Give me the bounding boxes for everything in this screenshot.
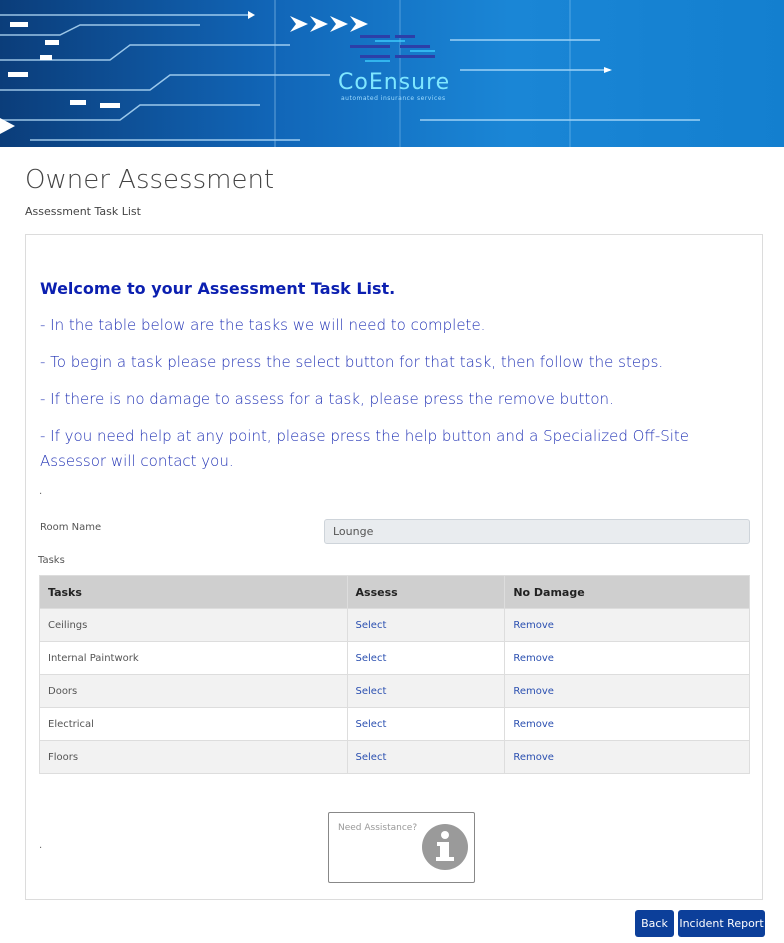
select-link[interactable]: Select xyxy=(355,751,387,763)
select-link[interactable]: Select xyxy=(355,685,387,697)
remove-link[interactable]: Remove xyxy=(513,619,554,631)
task-name: Internal Paintwork xyxy=(40,642,348,675)
assess-cell xyxy=(347,708,505,741)
column-header-tasks: Tasks xyxy=(40,576,348,609)
tasks-table xyxy=(39,575,750,774)
header-banner xyxy=(0,0,784,147)
room-name-field: Lounge xyxy=(324,519,750,544)
no-damage-cell xyxy=(505,741,750,774)
logo-subtitle: automated insurance services xyxy=(341,95,446,102)
table-row xyxy=(40,609,750,642)
table-row xyxy=(40,642,750,675)
instruction-line: - In the table below are the tasks we will need to complete. xyxy=(40,316,486,334)
select-link[interactable]: Select xyxy=(355,652,387,664)
no-damage-cell xyxy=(505,642,750,675)
no-damage-cell xyxy=(505,609,750,642)
select-link[interactable]: Select xyxy=(355,619,387,631)
back-button[interactable]: Back xyxy=(635,910,674,937)
table-row xyxy=(40,675,750,708)
logo-text: CoEnsure xyxy=(338,70,451,95)
no-damage-cell xyxy=(505,675,750,708)
no-damage-cell xyxy=(505,708,750,741)
task-name: Floors xyxy=(40,741,348,774)
select-link[interactable]: Select xyxy=(355,718,387,730)
spacer-dot: . xyxy=(39,840,43,851)
spacer-dot: . xyxy=(39,486,43,497)
table-header-row xyxy=(40,576,750,609)
remove-link[interactable]: Remove xyxy=(513,685,554,697)
need-assistance-button[interactable] xyxy=(328,812,475,883)
assess-cell xyxy=(347,675,505,708)
incident-report-button[interactable]: Incident Report xyxy=(678,910,765,937)
welcome-heading: Welcome to your Assessment Task List. xyxy=(40,279,396,298)
column-header-no-damage: No Damage xyxy=(505,576,750,609)
remove-link[interactable]: Remove xyxy=(513,718,554,730)
need-assistance-label: Need Assistance? xyxy=(338,823,418,833)
instruction-line: - If you need help at any point, please press the help button and a Specialized Off-Site Assessor will contact you. xyxy=(40,427,690,470)
assess-cell xyxy=(347,609,505,642)
room-name-label: Room Name xyxy=(40,522,102,533)
instruction-line: - If there is no damage to assess for a task, please press the remove button. xyxy=(40,390,614,408)
column-header-assess: Assess xyxy=(347,576,505,609)
page-subtitle: Assessment Task List xyxy=(25,205,141,218)
instruction-line: - To begin a task please press the select button for that task, then follow the steps. xyxy=(40,353,664,371)
task-name: Electrical xyxy=(40,708,348,741)
task-name: Ceilings xyxy=(40,609,348,642)
remove-link[interactable]: Remove xyxy=(513,652,554,664)
remove-link[interactable]: Remove xyxy=(513,751,554,763)
tasks-label: Tasks xyxy=(38,555,65,566)
task-name: Doors xyxy=(40,675,348,708)
assess-cell xyxy=(347,741,505,774)
page-title: Owner Assessment xyxy=(25,165,275,195)
assess-cell xyxy=(347,642,505,675)
table-row xyxy=(40,741,750,774)
info-icon xyxy=(422,824,468,874)
table-row xyxy=(40,708,750,741)
